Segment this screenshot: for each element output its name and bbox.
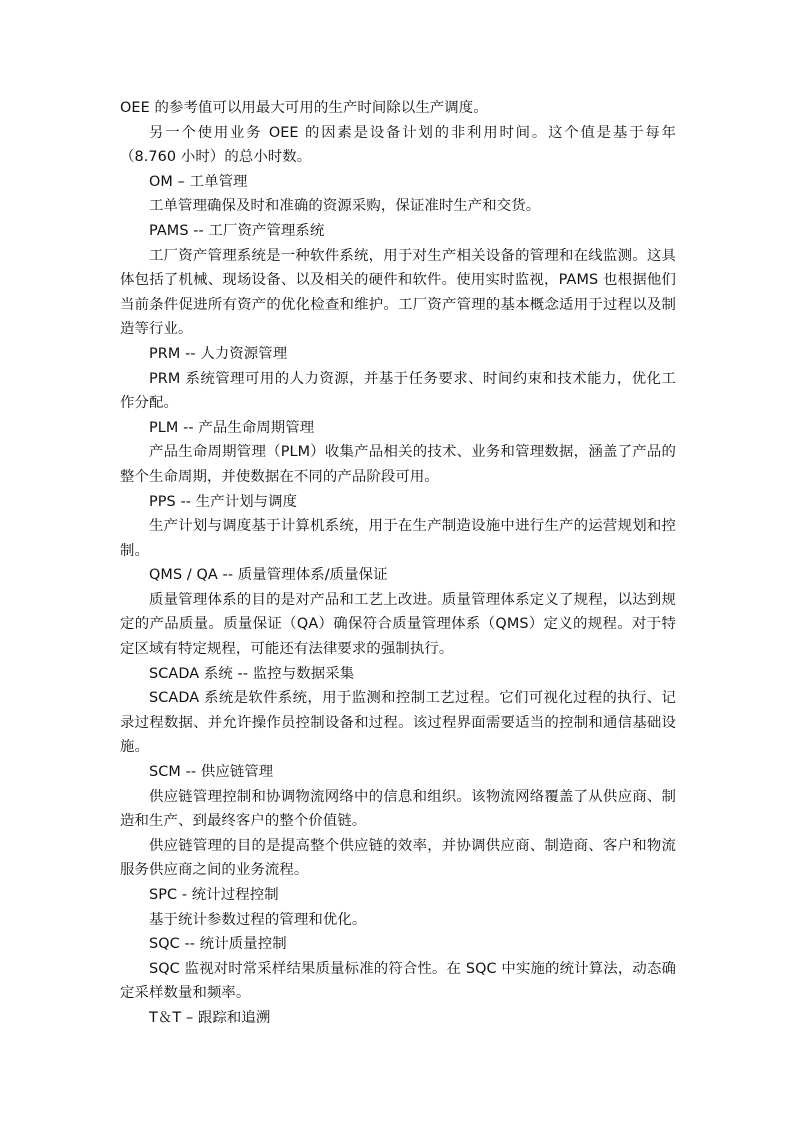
heading-sqc: SQC -- 统计质量控制 — [149, 936, 287, 953]
paragraph-sqc: SQC 监视对时常采样结果质量标准的符合性。在 SQC 中实施的统计算法，动态确定采样数量和频率。 — [120, 960, 676, 1002]
heading-scada: SCADA 系统 -- 监控与数据采集 — [149, 665, 355, 682]
paragraph-qms-qa: 质量管理体系的目的是对产品和工艺上改进。质量管理体系定义了规程，以达到规定的产品质量。质量保证（QA）确保符合质量管理体系（QMS）定义的规程。对于特定区域有特定规程，可能还有法律要求的强制执行。 — [120, 591, 676, 658]
heading-pams: PAMS -- 工厂资产管理系统 — [149, 222, 325, 239]
heading-prm: PRM -- 人力资源管理 — [149, 345, 288, 362]
paragraph-oee-factor: 另一个使用业务 OEE 的因素是设备计划的非利用时间。这个值是基于每年（8.760 小时）的总小时数。 — [120, 124, 676, 166]
heading-om: OM – 工单管理 — [149, 173, 248, 190]
paragraph-scm-1: 供应链管理控制和协调物流网络中的信息和组织。该物流网络覆盖了从供应商、制造和生产、到最终客户的整个价值链。 — [120, 788, 676, 830]
heading-scm: SCM -- 供应链管理 — [149, 764, 274, 781]
paragraph-oee-reference: OEE 的参考值可以用最大可用的生产时间除以生产调度。 — [120, 100, 488, 116]
paragraph-spc: 基于统计参数过程的管理和优化。 — [149, 911, 367, 928]
heading-plm: PLM -- 产品生命周期管理 — [149, 419, 315, 436]
paragraph-plm: 产品生命周期管理（PLM）收集产品相关的技术、业务和管理数据，涵盖了产品的整个生命周期，并使数据在不同的产品阶段可用。 — [120, 444, 676, 485]
heading-spc: SPC - 统计过程控制 — [149, 887, 279, 903]
paragraph-pams: 工厂资产管理系统是一种软件系统，用于对生产相关设备的管理和在线监测。这具体包括了机械、现场设备、以及相关的硬件和软件。使用实时监视，PAMS 也根据他们当前条件促进所有资产的优化检查和维护。工厂资产管理的基本概念适用于过程以及制造等行业。 — [120, 247, 676, 338]
paragraph-pps: 生产计划与调度基于计算机系统，用于在生产制造设施中进行生产的运营规划和控制。 — [120, 518, 676, 559]
paragraph-om: 工单管理确保及时和准确的资源采购，保证准时生产和交货。 — [149, 198, 541, 215]
heading-pps: PPS -- 生产计划与调度 — [149, 493, 298, 510]
paragraph-prm: PRM 系统管理可用的人力资源，并基于任务要求、时间约束和技术能力，优化工作分配。 — [120, 370, 676, 412]
paragraph-scm-2: 供应链管理的目的是提高整个供应链的效率，并协调供应商、制造商、客户和物流服务供应商之间的业务流程。 — [120, 837, 676, 879]
document-body — [120, 96, 676, 1031]
heading-tt: T＆T – 跟踪和追溯 — [149, 1009, 271, 1026]
heading-qms-qa: QMS / QA -- 质量管理体系/质量保证 — [149, 567, 388, 584]
paragraph-scada: SCADA 系统是软件系统，用于监测和控制工艺过程。它们可视化过程的执行、记录过程数据、并允许操作员控制设备和过程。该过程界面需要适当的控制和通信基础设施。 — [120, 690, 676, 756]
